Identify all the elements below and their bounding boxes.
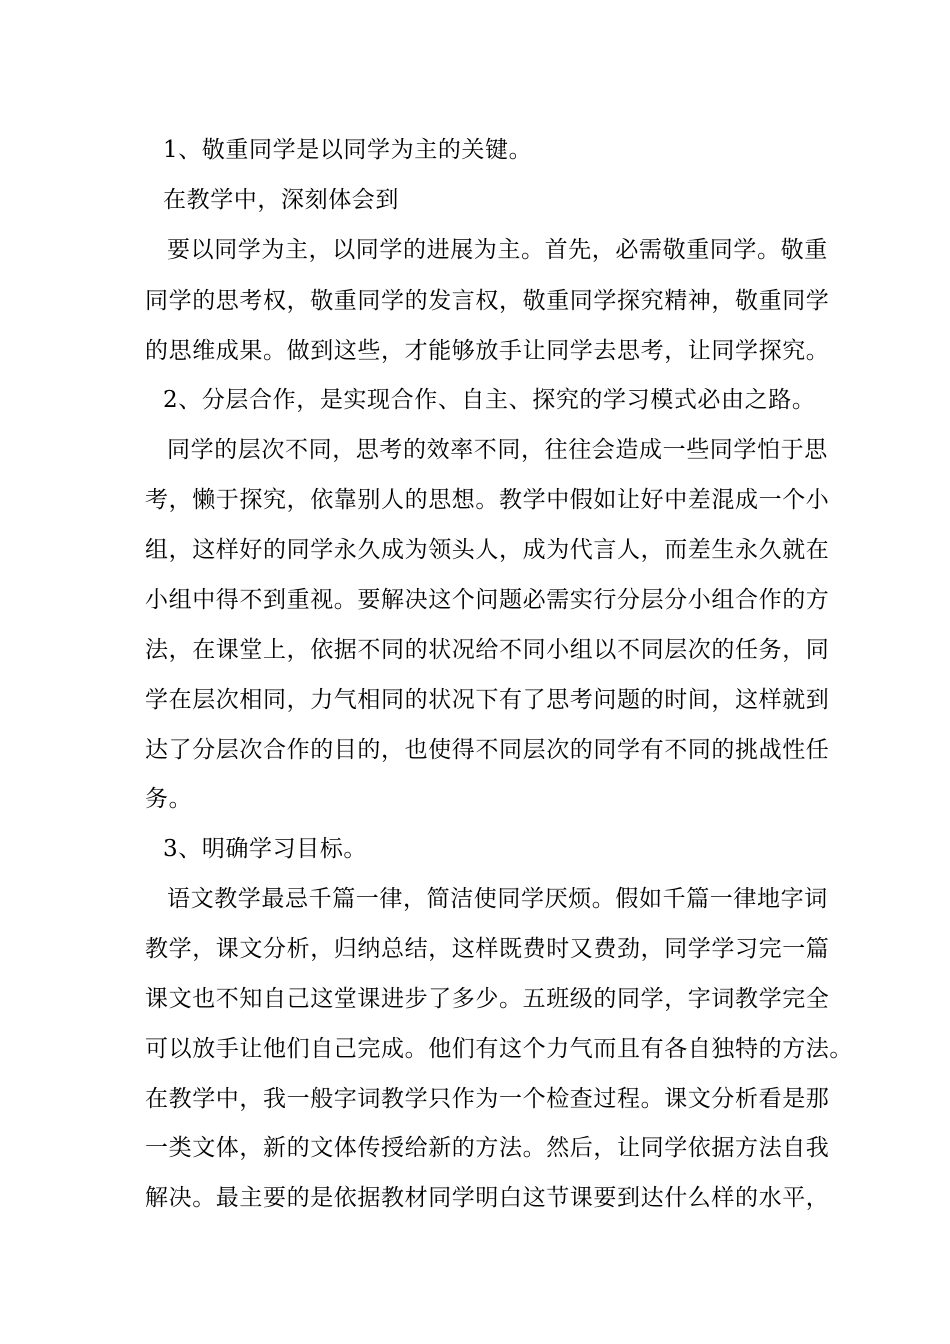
paragraph-line: 法，在课堂上，依据不同的状况给不同小组以不同层次的任务，同 <box>145 637 830 663</box>
paragraph-line: 学在层次相同，力气相同的状况下有了思考问题的时间，这样就到 <box>145 687 830 713</box>
paragraph-line: 解决。最主要的是依据教材同学明白这节课要到达什么样的水平， <box>145 1185 830 1211</box>
paragraph-line: 同学的思考权，敬重同学的发言权，敬重同学探究精神，敬重同学 <box>145 288 830 314</box>
paragraph-line: 达了分层次合作的目的，也使得不同层次的同学有不同的挑战性任 <box>145 737 830 763</box>
paragraph-line: 组，这样好的同学永久成为领头人，成为代言人，而差生永久就在 <box>145 537 830 563</box>
paragraph-line: 务。 <box>145 786 193 812</box>
paragraph-line: 教学，课文分析，归纳总结，这样既费时又费劲，同学学习完一篇 <box>145 936 830 962</box>
paragraph-line: 同学的层次不同，思考的效率不同，往往会造成一些同学怕于思 <box>167 437 828 463</box>
paragraph-line: 一类文体，新的文体传授给新的方法。然后，让同学依据方法自我 <box>145 1135 830 1161</box>
paragraph-line: 小组中得不到重视。要解决这个问题必需实行分层分小组合作的方 <box>145 587 830 613</box>
paragraph-line: 的思维成果。做到这些，才能够放手让同学去思考，让同学探究。 <box>145 338 830 364</box>
paragraph-line: 课文也不知自己这堂课进步了多少。五班级的同学，字词教学完全 <box>145 986 830 1012</box>
paragraph-line: 在教学中，我一般字词教学只作为一个检查过程。课文分析看是那 <box>145 1086 830 1112</box>
paragraph-line: 要以同学为主，以同学的进展为主。首先，必需敬重同学。敬重 <box>167 237 828 263</box>
paragraph-line: 考，懒于探究，依靠别人的思想。教学中假如让好中差混成一个小 <box>145 487 830 513</box>
paragraph-line: 可以放手让他们自己完成。他们有这个力气而且有各自独特的方法。 <box>145 1036 853 1062</box>
heading-2: 2、分层合作，是实现合作、自主、探究的学习模式必由之路。 <box>163 387 816 413</box>
heading-3: 3、明确学习目标。 <box>163 836 368 862</box>
paragraph-line: 语文教学最忌千篇一律，简洁使同学厌烦。假如千篇一律地字词 <box>167 886 828 912</box>
heading-1: 1、敬重同学是以同学为主的关键。 <box>163 137 533 163</box>
paragraph-line: 在教学中，深刻体会到 <box>163 187 399 213</box>
